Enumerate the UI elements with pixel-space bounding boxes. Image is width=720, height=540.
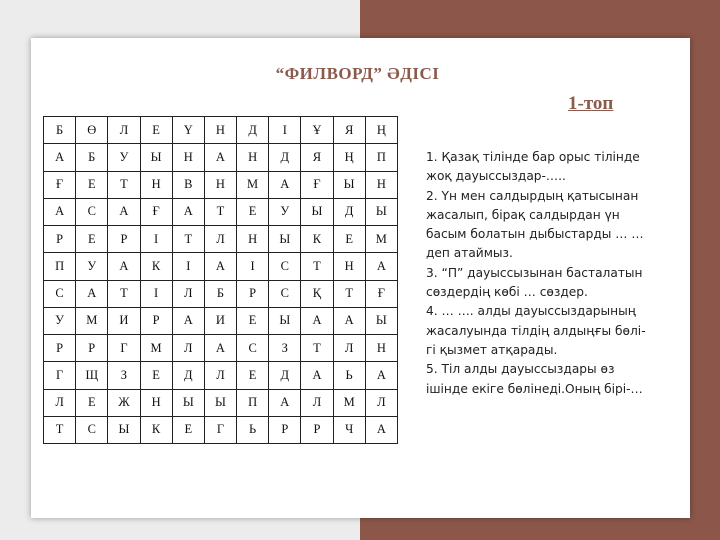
questions-list [426,148,696,399]
grid-cell: А [172,198,204,225]
question-1: 1. Қазақ тілінде бар орыс тілінде жоқ дауыссыздар-….. [426,150,640,184]
grid-cell: Е [76,389,108,416]
grid-cell: Д [269,144,301,171]
grid-cell: Л [204,362,236,389]
grid-cell: Т [172,226,204,253]
grid-cell: Ұ [301,117,333,144]
grid-cell: Л [108,117,140,144]
grid-cell: Н [365,335,397,362]
grid-cell: Ң [333,144,365,171]
grid-cell: Ы [365,198,397,225]
grid-cell: Р [76,335,108,362]
grid-cell: Т [301,253,333,280]
grid-cell: К [301,226,333,253]
slide-title-text: “ФИЛВОРД” ӘДІСІ [275,64,440,83]
grid-cell: Т [204,198,236,225]
grid-cell: Ы [333,171,365,198]
grid-cell: А [204,253,236,280]
grid-cell: Ы [140,144,172,171]
grid-cell: Т [301,335,333,362]
grid-cell: М [333,389,365,416]
grid-cell: А [44,144,76,171]
grid-cell: Д [172,362,204,389]
grid-cell: Ч [333,416,365,443]
grid-cell: Р [301,416,333,443]
grid-cell: Р [108,226,140,253]
grid-cell: Р [237,280,269,307]
grid-cell: А [44,198,76,225]
grid-cell: Г [108,335,140,362]
grid-cell: Т [333,280,365,307]
grid-cell: І [140,280,172,307]
grid-cell: С [76,198,108,225]
grid-row [44,253,398,280]
grid-cell: Ь [237,416,269,443]
grid-cell: А [333,307,365,334]
grid-cell: Л [333,335,365,362]
grid-cell: Р [44,335,76,362]
grid-cell: П [365,144,397,171]
question-5: 5. Тіл алды дауыссыздары өз ішінде екіге бөлінеді.Оның бірі-… [426,362,643,396]
grid-cell: Т [44,416,76,443]
grid-cell: Ғ [365,280,397,307]
grid-cell: Ы [204,389,236,416]
grid-cell: Т [108,171,140,198]
grid-cell: А [108,198,140,225]
grid-cell: А [108,253,140,280]
grid-cell: А [365,362,397,389]
grid-row [44,280,398,307]
grid-row [44,117,398,144]
grid-cell: С [44,280,76,307]
grid-cell: С [269,280,301,307]
grid-cell: У [108,144,140,171]
grid-cell: І [172,253,204,280]
grid-row [44,416,398,443]
grid-cell: Д [333,198,365,225]
grid-cell: Е [76,171,108,198]
grid-cell: А [365,416,397,443]
grid-cell: Л [172,335,204,362]
grid-cell: А [204,144,236,171]
grid-cell: Б [204,280,236,307]
grid-row [44,335,398,362]
grid-cell: Р [44,226,76,253]
grid-cell: Е [76,226,108,253]
grid-cell: Д [269,362,301,389]
grid-cell: К [140,416,172,443]
grid-cell: Ы [365,307,397,334]
grid-cell: А [204,335,236,362]
grid-cell: Е [237,307,269,334]
grid-cell: Қ [301,280,333,307]
grid-row [44,362,398,389]
grid-cell: И [204,307,236,334]
grid-cell: А [365,253,397,280]
grid-cell: Е [237,362,269,389]
grid-cell: Н [140,389,172,416]
grid-cell: С [269,253,301,280]
grid-cell: У [76,253,108,280]
grid-cell: Н [365,171,397,198]
grid-cell: А [301,362,333,389]
grid-row [44,389,398,416]
grid-cell: Е [140,117,172,144]
grid-cell: Ғ [44,171,76,198]
question-4: 4. … …. алды дауыссыздарының жасалуында тілдің алдыңғы бөлі- гі қызмет атқарады. [426,304,646,357]
grid-cell: Я [333,117,365,144]
grid-cell: Е [237,198,269,225]
grid-cell: А [301,307,333,334]
grid-cell: С [237,335,269,362]
grid-cell: А [269,389,301,416]
grid-cell: Л [204,226,236,253]
grid-cell: П [44,253,76,280]
grid-cell: М [140,335,172,362]
grid-cell: З [269,335,301,362]
grid-cell: З [108,362,140,389]
grid-cell: Н [204,117,236,144]
grid-cell: Т [108,280,140,307]
grid-cell: А [76,280,108,307]
grid-cell: Р [140,307,172,334]
grid-cell: Ж [108,389,140,416]
grid-row [44,171,398,198]
grid-cell: Ы [108,416,140,443]
grid-cell: Ү [172,117,204,144]
grid-cell: Ө [76,117,108,144]
grid-cell: Л [172,280,204,307]
slide-title [0,64,720,84]
grid-cell: Ы [269,226,301,253]
grid-cell: Н [237,226,269,253]
grid-cell: Н [140,171,172,198]
grid-row [44,307,398,334]
grid-cell: Ң [365,117,397,144]
grid-row [44,198,398,225]
grid-cell: П [237,389,269,416]
grid-cell: Н [333,253,365,280]
grid-cell: Д [237,117,269,144]
word-search-grid [43,116,398,444]
grid-row [44,144,398,171]
grid-cell: Л [44,389,76,416]
grid-row [44,226,398,253]
grid-cell: Ь [333,362,365,389]
grid-cell: Б [76,144,108,171]
grid-cell: Е [172,416,204,443]
grid-cell: Ғ [301,171,333,198]
grid-cell: Р [269,416,301,443]
grid-cell: І [237,253,269,280]
grid-cell: У [269,198,301,225]
grid-cell: Е [333,226,365,253]
grid-cell: Ы [172,389,204,416]
grid-cell: И [108,307,140,334]
grid-cell: А [172,307,204,334]
grid-cell: Е [140,362,172,389]
grid-cell: І [140,226,172,253]
grid-cell: М [237,171,269,198]
grid-cell: Л [365,389,397,416]
grid-cell: У [44,307,76,334]
grid-cell: Г [204,416,236,443]
grid-cell: Г [44,362,76,389]
grid-cell: Б [44,117,76,144]
grid-cell: Н [204,171,236,198]
grid-cell: Н [172,144,204,171]
grid-cell: Я [301,144,333,171]
question-3: 3. “П” дауыссызынан басталатын сөздердің көбі … сөздер. [426,265,643,300]
grid-cell: Ғ [140,198,172,225]
grid-cell: Н [237,144,269,171]
question-2: 2. Үн мен салдырдың қатысынан жасалып, бірақ салдырдан үн басым болатын дыбыстарды … … деп атаймыз. [426,188,644,261]
grid-cell: Щ [76,362,108,389]
grid-cell: А [269,171,301,198]
grid-cell: М [365,226,397,253]
group-label: 1-топ [568,93,614,114]
grid-cell: Ы [269,307,301,334]
grid-cell: І [269,117,301,144]
grid-cell: Л [301,389,333,416]
grid-cell: Ы [301,198,333,225]
grid-cell: С [76,416,108,443]
grid-cell: К [140,253,172,280]
grid-cell: В [172,171,204,198]
grid-cell: М [76,307,108,334]
